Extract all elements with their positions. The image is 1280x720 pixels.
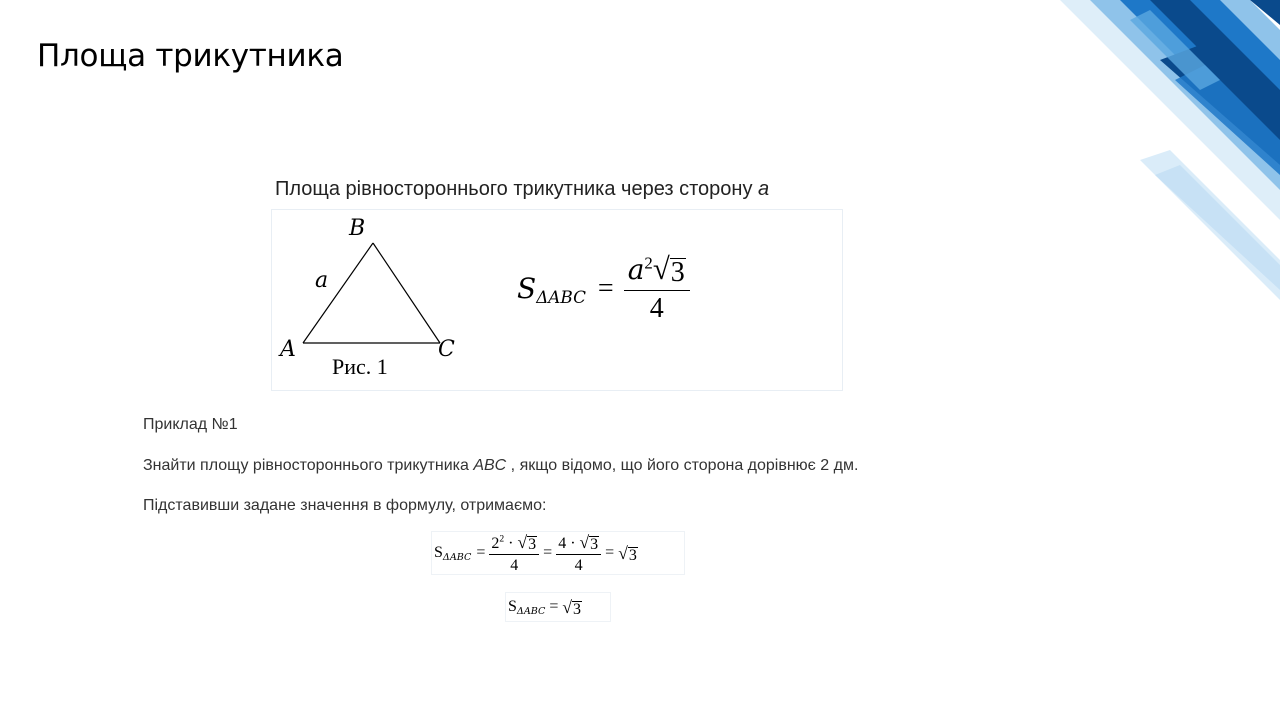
formula-lhs-sub: ΔABC [536, 286, 586, 307]
slide-title: Площа трикутника [37, 38, 344, 74]
radical-icon: √ [517, 531, 528, 552]
f1-sqrt-arg: 3 [528, 535, 537, 553]
example-heading: Приклад №1 [143, 416, 238, 433]
radical-icon: √ [618, 542, 628, 563]
f1-sqrt [518, 532, 538, 553]
figure-caption [275, 178, 769, 201]
formula-denominator: 4 [649, 293, 664, 324]
num-exp: 2 [644, 253, 653, 273]
answer-sqrt-arg: 3 [573, 600, 582, 618]
calc-eq-1: = [476, 544, 486, 561]
problem-var: ABC [473, 457, 507, 474]
f2-sqrt [580, 532, 600, 553]
calc-f1-denominator: 4 [510, 556, 519, 574]
area-formula [517, 252, 690, 325]
substitution-text: Підставивши задане значення в формулу, отримаємо: [143, 497, 547, 514]
calc-result [618, 543, 638, 564]
answer-formula [505, 592, 611, 622]
calc-fraction-2 [556, 532, 601, 575]
sqrt-symbol [653, 252, 686, 287]
calc-eq-2: = [543, 544, 553, 561]
calc-f2-denominator: 4 [574, 556, 583, 574]
f1-base: 2 [491, 534, 500, 552]
vertex-b-label: B [349, 216, 366, 241]
calc-lhs-sub: ΔABC [442, 551, 472, 563]
caption-text: Площа рівностороннього трикутника через сторону [275, 178, 759, 200]
formula-fraction [624, 252, 690, 325]
calc-eq-3: = [605, 544, 615, 561]
formula-lhs: S [517, 272, 537, 305]
figure-label: Рис. 1 [332, 354, 388, 379]
side-a-label: a [315, 268, 329, 293]
vertex-a-label: A [280, 337, 296, 362]
calc-f2-numerator [556, 532, 601, 555]
radical-icon: √ [579, 531, 590, 552]
calculation-formula [431, 531, 685, 575]
calc-f1-numerator [489, 532, 539, 555]
calc-fraction-1 [489, 532, 539, 575]
example-problem [143, 457, 858, 475]
answer-sqrt [562, 597, 582, 618]
vertex-c-label: C [438, 337, 455, 362]
answer-lhs-sub: ΔABC [516, 605, 546, 617]
answer-eq: = [549, 598, 559, 615]
formula-numerator [624, 252, 690, 291]
f1-dot: · [508, 534, 514, 552]
f2-sqrt-arg: 3 [590, 535, 599, 553]
problem-prefix: Знайти площу рівностороннього трикутника [143, 457, 474, 474]
f1-exp: 2 [499, 533, 505, 545]
caption-var: a [758, 178, 770, 200]
problem-suffix: , якщо відомо, що його сторона дорівнює 2 дм. [506, 457, 859, 474]
answer-lhs: S [508, 598, 517, 615]
result-sqrt-arg: 3 [628, 546, 637, 564]
num-var: a [627, 253, 645, 286]
formula-equals: = [597, 272, 614, 304]
radical-icon: √ [562, 596, 573, 617]
corner-decoration [1020, 0, 1280, 310]
figure-box [271, 209, 843, 391]
radical-arg: 3 [670, 257, 685, 288]
radical-icon: √ [652, 252, 670, 286]
f2-num: 4 · [558, 534, 576, 552]
calc-lhs: S [434, 544, 443, 561]
